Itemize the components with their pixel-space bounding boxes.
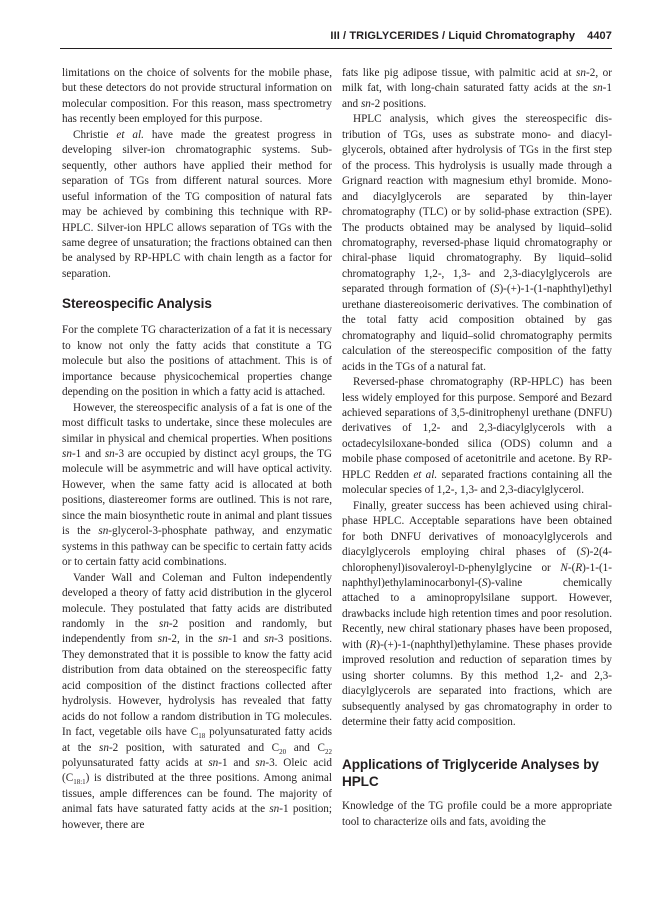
running-head bbox=[330, 30, 612, 42]
paragraph: limitations on the choice of solvents for the mobile phase, but these detectors do not provide structural information on molecular composition. For this reason, mass spectrometry has recently been employed for this purpose. bbox=[62, 67, 332, 126]
section-title: III / TRIGLYCERIDES / Liquid Chromatography bbox=[330, 30, 576, 42]
paragraph: Finally, greater success has been achieved using chiral-phase HPLC. Acceptable separations have been obtained for both DNFU derivatives of monoacylglycerols and diacylglycerols employing chiral phases of (S)-2(4-chlorophenyl)isovaleroyl-D-phenylglycine or N-(R)-1-(1-naphthyl)ethylaminocarbonyl-(S)-valine chemically attached to a aminopropylsilane support. However, drawbacks include high retention times and poor resolution. Recently, new chiral stationary phases have been proposed, with (R)-(+)-1-(naphthyl)ethylamine. These phases provide improved resolution and reduction of separation times by using shorter columns. By this method 1,2- and 2,3-diacylglycerols are separated into fractions, which are subsequently analysed by gas chromatography in order to determine their fatty acid composition. bbox=[342, 499, 612, 729]
paragraph: HPLC analysis, which gives the stereospecific distribution of TGs, uses as substrate mono- and diacylglycerols, obtained after hydrolysis of TGs in the first step of the process. This hydrolysis is usually made through a Grignard reaction with magnesium ethyl bromide. Mono- and diacylglycerols are separated by thin-layer chromatography (TLC) or by solid-phase extraction (SPE). The products obtained may be analysed by liquid–solid chromatography, reversed-phase liquid chromatography or chiral-phase liquid chromatography. By liquid–solid chromatography 1,2-, 1,3- and 2,3-diacylglycerols are separated through formation of (S)-(+)-1-(1-naphthyl)ethyl urethane diastereoisomeric derivatives. The combination of the total fatty acid composition obtained by gas chromatography and liquid–solid chromatography permits calculation of the stereospecific composition of the fatty acids in the TGs of a natural fat. bbox=[342, 113, 612, 373]
paragraph: fats like pig adipose tissue, with palmitic acid at sn-2, or milk fat, with long-chain saturated fatty acids at the sn-1 and sn-2 positions. bbox=[342, 67, 613, 110]
header-rule bbox=[60, 48, 612, 49]
paragraph: For the complete TG characterization of a fat it is necessary to know not only the fatty acids that constitute a TG molecule but also the positions of attachment. This is of importance because physicochemical properties change depending on the position in which a fatty acid is attached. bbox=[62, 324, 332, 399]
section-heading: Applications of Triglyceride Analyses by HPLC bbox=[342, 757, 599, 790]
page-number: 4407 bbox=[587, 30, 612, 42]
left-column bbox=[62, 66, 332, 833]
paragraph: Christie et al. have made the greatest progress in developing silver-ion chromatographic systems. Subsequently, other authors have applied their method for separation of TGs from different natural sources. More useful information of the TG composition of natural fats may be achieved by combining this technique with RP-HPLC. Silver-ion HPLC allows separation of TGs with the same degree of unsaturation; the fractions obtained can then be analysed by RP-HPLC with chain length as a factor for separation. bbox=[62, 128, 332, 280]
paragraph: Vander Wall and Coleman and Fulton independently developed a theory of fatty acid distribution in the glycerol molecule. They postulated that fatty acids are distributed randomly in the sn-2 position and randomly, but independently from sn-2, in the sn-1 and sn-3 positions. They demonstrated that it is possible to know the fatty acid distribution from data obtained on the stereospecific fatty acid composition of the distinct fractions collected after hydrolysis. However, hydrolysis has revealed that fatty acids do not follow a random distribution in TG molecules. In fact, vegetable oils have $C_{18}$ polyunsaturated fatty acids at the sn-2 position, with saturated and $C_{20}$ and $C_{22}$ polyunsaturated fatty acids at sn-1 and sn-3. Oleic acid $(C_{18:1})$ is distributed at the three positions. Among animal tissues, ample differences can be found. The majority of animal fats have saturated fatty acids at the sn-1 position; however, there are bbox=[62, 571, 332, 831]
paragraph: Reversed-phase chromatography (RP-HPLC) has been less widely employed for this purpose. Semporé and Bezard achieved separations of 3,5-dinitrophenyl urethane (DNFU) derivatives of 1,2- and 2,3-diacylglycerols with a octadecylsiloxane-bonded silica (ODS) column and a mobile phase composed of acetonitrile and acetone. By RP-HPLC Redden et al. separated fractions containing all the molecular species of 1,2-, 1,3- and 2,3-diacylglycerol. bbox=[342, 376, 613, 497]
paragraph: However, the stereospecific analysis of a fat is one of the most difficult tasks to undertake, since these molecules are similar in physical and chemical properties. When positions sn-1 and sn-3 are occupied by distinct acyl groups, the TG molecule will be asymmetric and will have optical activity. However, when the same fatty acid is allocated at both positions, diastereomer forms are outlined. This is not rare, since the main biosynthetic route in animal and plant tissues is the sn-glycerol-3-phosphate pathway, and enzymatic systems in this pathway can be specific to certain fatty acids or to certain fatty acid combinations. bbox=[62, 401, 332, 569]
section-heading: Stereospecific Analysis bbox=[62, 296, 212, 312]
paragraph: Knowledge of the TG profile could be a more appropriate tool to characterize oils and fats, avoiding the bbox=[342, 800, 612, 828]
right-column bbox=[342, 66, 612, 830]
